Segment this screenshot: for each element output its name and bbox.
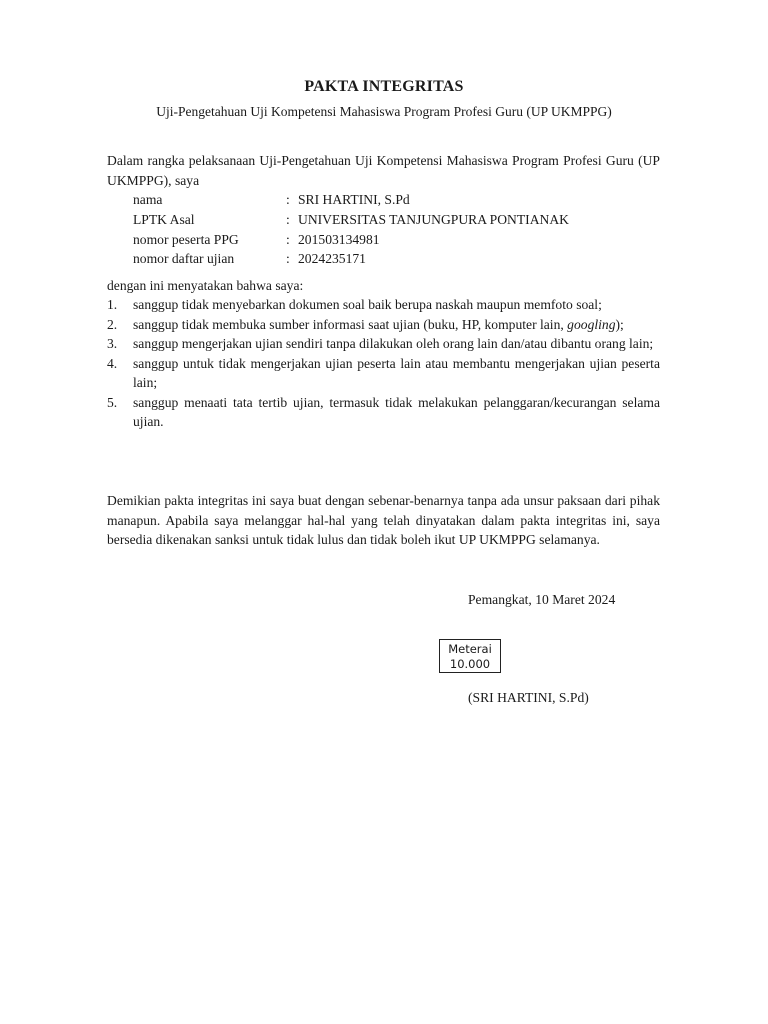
identity-colon: : xyxy=(286,211,290,227)
identity-value: 2024235171 xyxy=(298,251,366,267)
identity-row-name xyxy=(133,190,663,210)
list-item xyxy=(107,315,660,335)
identity-row-participant-number xyxy=(133,230,663,250)
identity-table xyxy=(133,190,663,269)
statement-list xyxy=(107,295,660,432)
stamp-box xyxy=(439,639,501,673)
identity-row-exam-number xyxy=(133,249,663,269)
identity-key: nomor peserta PPG xyxy=(133,231,239,247)
statement-text: sanggup mengerjakan ujian sendiri tanpa dilakukan oleh orang lain dan/atau dibantu orang lain; xyxy=(133,336,654,351)
list-item xyxy=(107,334,660,354)
stamp-label: Meterai xyxy=(448,642,492,656)
statement-italic-term: googling xyxy=(567,316,616,332)
list-number: 1. xyxy=(107,297,118,312)
list-number: 2. xyxy=(107,316,118,332)
closing-paragraph: Demikian pakta integritas ini saya buat dengan sebenar-benarnya tanpa ada unsur paksaan dari pihak manapun. Apabila saya melanggar hal-hal yang telah dinyatakan dalam pakta integritas ini, saya bersedia dikenakan sanksi untuk tidak lulus dan tidak boleh ikut UP UKMPPG selamanya. xyxy=(107,493,660,547)
statement-text xyxy=(133,315,660,335)
list-number: 5. xyxy=(107,394,118,410)
intro-paragraph: Dalam rangka pelaksanaan Uji-Pengetahuan Uji Kompetensi Mahasiswa Program Profesi Guru (UP UKMPPG), saya xyxy=(107,153,660,188)
identity-key: LPTK Asal xyxy=(133,211,195,227)
identity-key: nama xyxy=(133,192,163,207)
identity-colon: : xyxy=(286,251,290,267)
list-number: 3. xyxy=(107,336,118,351)
statement-text-part: sanggup tidak membuka sumber informasi saat ujian (buku, HP, komputer lain, xyxy=(133,316,568,332)
identity-value: 201503134981 xyxy=(298,231,380,247)
identity-key: nomor daftar ujian xyxy=(133,251,235,267)
document-title: PAKTA INTEGRITAS xyxy=(304,78,464,95)
document-subtitle: Uji-Pengetahuan Uji Kompetensi Mahasiswa Program Profesi Guru (UP UKMPPG) xyxy=(156,104,612,119)
list-item xyxy=(107,354,660,393)
stamp-value: 10.000 xyxy=(449,657,491,671)
place-date: Pemangkat, 10 Maret 2024 xyxy=(468,592,616,607)
declaration-lead: dengan ini menyatakan bahwa saya: xyxy=(107,278,304,293)
identity-colon: : xyxy=(286,231,290,247)
identity-value: SRI HARTINI, S.Pd xyxy=(298,192,410,207)
identity-row-lptk xyxy=(133,210,663,230)
statement-text-part: ); xyxy=(615,316,624,332)
list-item xyxy=(107,295,660,315)
statement-text: sanggup menaati tata tertib ujian, termasuk tidak melakukan pelanggaran/kecurangan selama ujian. xyxy=(133,394,660,429)
statement-text: sanggup tidak menyebarkan dokumen soal baik berupa naskah maupun memfoto soal; xyxy=(133,297,602,312)
statement-text: sanggup untuk tidak mengerjakan ujian peserta lain atau membantu mengerjakan ujian peserta lain; xyxy=(133,355,660,390)
list-number: 4. xyxy=(107,355,118,371)
identity-value: UNIVERSITAS TANJUNGPURA PONTIANAK xyxy=(298,211,569,227)
identity-colon: : xyxy=(286,192,290,207)
list-item xyxy=(107,393,660,432)
signer-name: (SRI HARTINI, S.Pd) xyxy=(468,690,589,705)
